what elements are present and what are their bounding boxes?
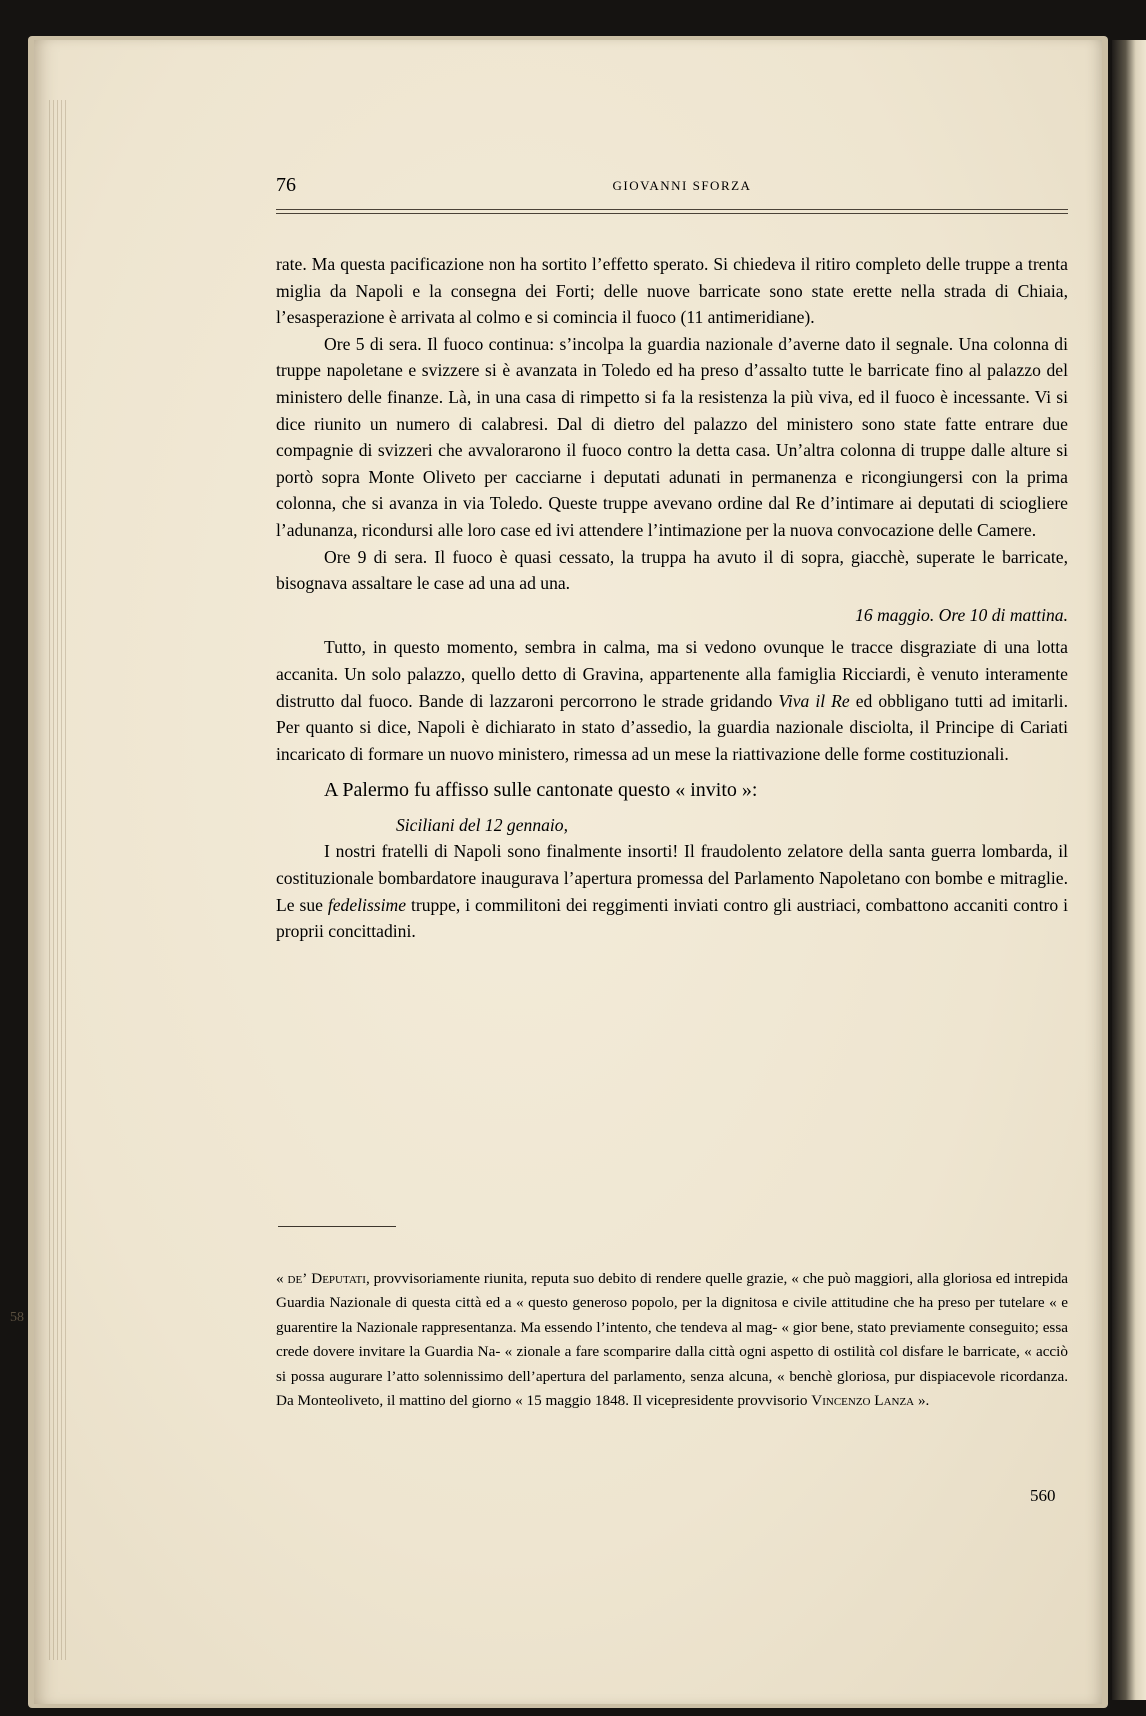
- salutation: Siciliani del 12 gennaio,: [396, 814, 569, 835]
- running-title: GIOVANNI SFORZA: [612, 178, 752, 193]
- page-leaves: [46, 100, 66, 1660]
- dateline: 16 maggio. Ore 10 di mattina.: [855, 604, 1068, 625]
- paragraph-2: Ore 5 di sera. Il fuoco continua: s’incolpa la guardia nazionale d’averne dato il segnale. Una colonna di truppe napoletane e svizzere si è avanzata in Toledo ed ha preso d’assalto tutte le barricate fino al palazzo del ministero delle finanze. Là, in una casa di rimpetto si fa la resistenza la più viva, ed il fuoco è incessante. Vi si dice riunito un numero di calabresi. Dal di dietro del palazzo del ministero sono state fatte entrare due compagnie di svizzeri che avvalorarono il fuoco contro la detta casa. Un’altra colonna di truppe dalle alture si portò sopra Monte Oliveto per cacciarne i deputati adunati in permanenza e ricongiungersi con la prima colonna, che si avanza in via Toledo. Queste truppe avevano ordine dal Re d’intimare ai deputati di sciogliere l’adunanza, ricondursi alle loro case ed ivi attendere l’intimazione per la nuova convocazione delle Camere.: [276, 333, 1068, 540]
- footnote-open-quote: «: [276, 1270, 284, 1287]
- spacer: [276, 767, 1068, 773]
- header-rule: [276, 209, 1068, 214]
- paragraph-4: [276, 634, 1068, 767]
- margin-mark: 58: [10, 1310, 24, 1325]
- footnote-body: , provvisoriamente riunita, reputa suo debito di rendere quelle grazie, « che può maggiori, alla gloriosa ed intrepida Guardia Nazionale di questa città ed a « questo generoso popolo, per la dignitosa e civile attitudine che ha preso per tutelare « e guarentire la Nazionale rappresentanza. Ma essendo l’intento, che tendeva al mag- « gior bene, stato previamente conseguito; essa crede dovere invitare la Guardia Na- « zionale a fare scomparire dalla città ogni aspetto di ostilità col disfare le barricate, « acciò si possa augurare l’atto solennissimo dell’apertura del parlamento, senza alcuna, « benchè gloriosa, pur dispiacevole ricordanza. Da Monteoliveto, il mattino del giorno « 15 maggio 1848. Il vicepresidente provvisorio: [276, 1270, 1069, 1410]
- footnote: [276, 1267, 1068, 1413]
- footnote-close-quote: ».: [917, 1392, 930, 1410]
- footnote-de: de’: [287, 1270, 308, 1287]
- paragraph-1: rate. Ma questa pacificazione non ha sortito l’effetto sperato. Si chiedeva il ritiro completo delle truppe a trenta miglia da Napoli e la consegna dei Forti; delle nuove barricate sono state erette nella strada di Chiaia, l’esasperazione è arrivata al colmo e si comincia il fuoco (11 antimeridiane).: [276, 254, 1068, 328]
- paragraph-4-text-b: ed obbligano tutti ad imitarli. Per quanto si dice, Napoli è dichiarato in stato d’assedio, la guardia nazionale disciolta, il Principe di Cariati incaricato di formare un nuovo ministero, rimessa ad un mese la riattivazione delle forme costituzionali.: [276, 690, 1068, 764]
- paragraph-6-italic: fedelissime: [327, 894, 407, 915]
- paragraph-6: [276, 838, 1068, 944]
- footnote-name: Vincenzo Lanza: [811, 1392, 915, 1410]
- paragraph-6-text-b: truppe, i commilitoni dei reggimenti inviati contro gli austriaci, combattono accaniti contro i proprii concittadini.: [276, 894, 1068, 942]
- paragraph-3: Ore 9 di sera. Il fuoco è quasi cessato, la truppa ha avuto il di sopra, giacchè, superate le barricate, bisognava assaltare le case ad una ad una.: [276, 546, 1068, 594]
- paragraph-6-text-a: I nostri fratelli di Napoli sono finalmente insorti! Il fraudolento zelatore della santa guerra lombarda, il costituzionale bombardatore inaugurava l’apertura promessa del Parlamento Napoletano con bombe e mitraglie. Le sue: [276, 841, 1068, 915]
- page-number: 76: [276, 174, 296, 196]
- running-head: [276, 174, 1068, 200]
- paragraph-4-text-a: Tutto, in questo momento, sembra in calma, ma si vedono ovunque le tracce disgraziate di una lotta accanita. Un solo palazzo, quello detto di Gravina, appartenente alla famiglia Ricciardi, è venuto interamente distrutto dal fuoco. Bande di lazzaroni percorrono le strade gridando: [276, 637, 1068, 711]
- signature-number: 560: [1030, 1486, 1056, 1505]
- footnote-rule: [278, 1226, 396, 1227]
- footnote-deputati: Deputati: [311, 1270, 366, 1287]
- footnote-text: [276, 1267, 1068, 1413]
- paragraph-4-italic: Viva il Re: [778, 690, 850, 711]
- facing-page-edge: [1112, 40, 1146, 1700]
- paragraph-5: A Palermo fu affisso sulle cantonate questo « invito »:: [324, 779, 758, 802]
- body-text: [276, 251, 1068, 945]
